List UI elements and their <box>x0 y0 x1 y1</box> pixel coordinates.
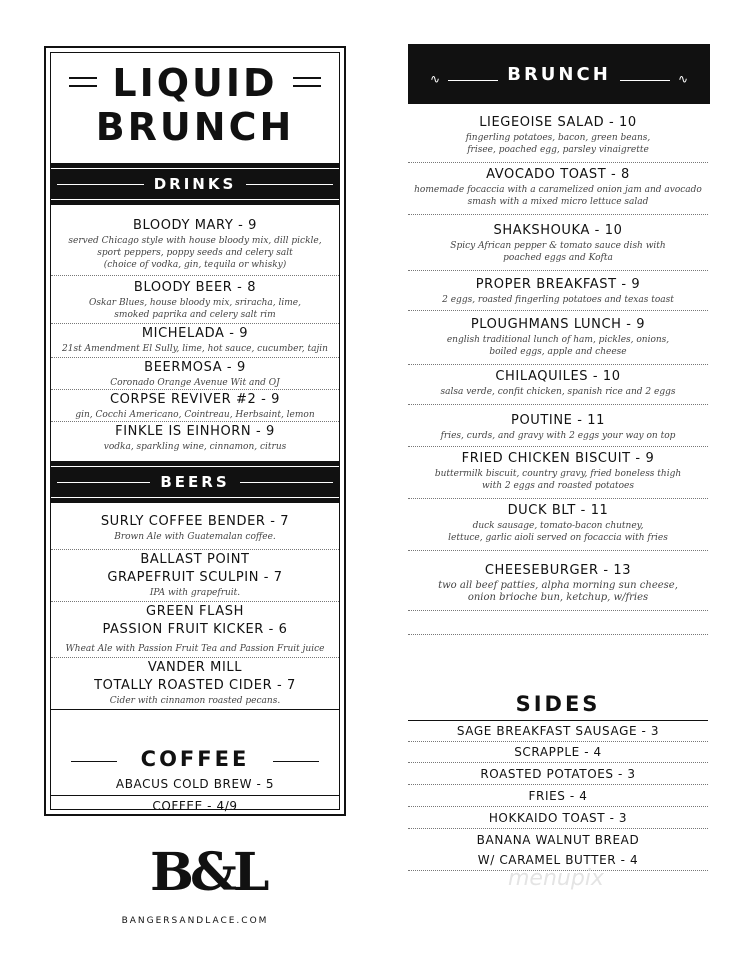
brunch-desc: duck sausage, tomato-bacon chutney, lettuce, garlic aioli served on focaccia with fries <box>448 521 668 543</box>
watermark: menupix <box>508 866 604 891</box>
coffee-item <box>51 775 339 796</box>
blank-rule <box>408 634 708 635</box>
brunch-desc: Spicy African pepper & tomato sauce dish with poached eggs and Kofta <box>450 241 666 263</box>
drink-desc: vodka, sparkling wine, cinnamon, citrus <box>103 442 287 452</box>
side-item: SAGE BREAKFAST SAUSAGE - 3 <box>408 720 708 742</box>
brunch-item <box>408 166 708 215</box>
brunch-item <box>408 316 708 365</box>
brunch-item <box>408 562 708 611</box>
brunch-item <box>408 450 708 499</box>
beer-name: SURLY COFFEE BENDER - 7 <box>100 514 290 529</box>
drink-item <box>51 325 339 358</box>
brunch-item <box>408 412 708 447</box>
drink-desc: Oskar Blues, house bloody mix, sriracha, lime, smoked paprika and celery salt rim <box>88 298 301 320</box>
coffee-section-header: COFFEE <box>140 747 250 771</box>
brunch-desc: 2 eggs, roasted fingerling potatoes and texas toast <box>442 295 674 305</box>
drink-desc: 21st Amendment El Sully, lime, hot sauce, cucumber, tajin <box>62 344 328 354</box>
drink-desc: gin, Cocchi Americano, Cointreau, Herbsaint, lemon <box>75 410 315 420</box>
drink-item <box>51 391 339 422</box>
drink-desc: Coronado Orange Avenue Wit and OJ <box>110 378 280 388</box>
drink-name: BLOODY MARY - 9 <box>132 218 257 233</box>
beer-name: VANDER MILL TOTALLY ROASTED CIDER - 7 <box>94 660 296 693</box>
beer-desc: Wheat Ale with Passion Fruit Tea and Passion Fruit juice <box>65 644 325 654</box>
beer-item <box>51 659 339 707</box>
brunch-name: PLOUGHMANS LUNCH - 9 <box>470 317 646 332</box>
beers-section-header <box>51 461 339 503</box>
beers-header-label: BEERS <box>150 473 239 491</box>
brunch-item <box>408 502 708 551</box>
brunch-name: FRIED CHICKEN BISCUIT - 9 <box>461 451 655 466</box>
side-item: FRIES - 4 <box>408 786 708 807</box>
brunch-name: CHEESEBURGER - 13 <box>484 563 632 578</box>
drink-name: FINKLE IS EINHORN - 9 <box>115 424 275 439</box>
brunch-desc: buttermilk biscuit, country gravy, fried boneless thigh with 2 eggs and roasted potatoes <box>434 469 682 491</box>
beer-name: GREEN FLASH PASSION FRUIT KICKER - 6 <box>102 604 288 637</box>
beer-desc: IPA with grapefruit. <box>149 588 241 598</box>
brunch-name: SHAKSHOUKA - 10 <box>493 223 623 238</box>
liquid-brunch-inner-frame <box>50 52 340 813</box>
brunch-name: LIEGEOISE SALAD - 10 <box>479 115 637 130</box>
brunch-name: DUCK BLT - 11 <box>507 503 609 518</box>
brunch-item <box>408 276 708 311</box>
brunch-item <box>408 114 708 163</box>
brunch-desc: homemade focaccia with a caramelized onion jam and avocado smash with a mixed micro lettuce salad <box>414 185 702 207</box>
sides-section-header: SIDES <box>515 692 601 716</box>
beer-item <box>51 551 339 602</box>
drinks-header-label: DRINKS <box>144 175 247 193</box>
brunch-item <box>408 222 708 271</box>
brunch-item <box>408 368 708 405</box>
scroll-ornament-icon: ∿ <box>677 72 688 86</box>
page-title-line1: LIQUID <box>112 61 278 105</box>
drink-item <box>51 423 339 453</box>
side-item: SCRAPPLE - 4 <box>408 742 708 763</box>
brunch-name: PROPER BREAKFAST - 9 <box>475 277 641 292</box>
liquid-brunch-panel <box>44 46 346 816</box>
drink-item <box>51 279 339 324</box>
drink-name: MICHELADA - 9 <box>141 326 249 341</box>
page-title-line2: BRUNCH <box>95 105 295 149</box>
drink-desc: served Chicago style with house bloody mix, dill pickle, sport peppers, poppy seeds and celery salt (choice of vodka, gin, tequila or whisky) <box>68 236 322 270</box>
brunch-name: AVOCADO TOAST - 8 <box>486 167 630 182</box>
brunch-name: CHILAQUILES - 10 <box>495 369 621 384</box>
brunch-desc: salsa verde, confit chicken, spanish rice and 2 eggs <box>440 387 676 397</box>
beer-item <box>51 513 339 550</box>
side-item: W/ CARAMEL BUTTER - 4 <box>408 850 708 871</box>
coffee-item <box>51 797 339 817</box>
brunch-name: POUTINE - 11 <box>511 413 605 428</box>
side-item: BANANA WALNUT BREAD <box>476 833 640 847</box>
beer-name: BALLAST POINT GRAPEFRUIT SCULPIN - 7 <box>107 552 283 585</box>
drink-name: BEERMOSA - 9 <box>144 360 246 375</box>
bangers-and-lace-logo: B&L <box>150 842 266 903</box>
scroll-ornament-icon: ∿ <box>430 72 441 86</box>
beer-desc: Cider with cinnamon roasted pecans. <box>109 696 281 706</box>
side-item: HOKKAIDO TOAST - 3 <box>408 808 708 829</box>
drink-name: BLOODY BEER - 8 <box>133 280 257 295</box>
brunch-desc: fingerling potatoes, bacon, green beans, frisee, poached egg, parsley vinaigrette <box>465 133 651 155</box>
drink-name: CORPSE REVIVER #2 - 9 <box>109 392 280 407</box>
brunch-header-label: BRUNCH <box>507 64 611 85</box>
section-divider <box>51 709 339 710</box>
drink-item <box>51 217 339 276</box>
brunch-desc: fries, curds, and gravy with 2 eggs your way on top <box>440 431 676 441</box>
side-item: ROASTED POTATOES - 3 <box>408 764 708 785</box>
beer-item <box>51 603 339 658</box>
drink-item <box>51 359 339 390</box>
drinks-section-header <box>51 163 339 205</box>
brunch-desc: english traditional lunch of ham, pickles, onions, boiled eggs, apple and cheese <box>446 335 670 357</box>
header-rule-right <box>620 80 670 81</box>
website-url: BANGERSANDLACE.COM <box>121 916 269 926</box>
beer-desc: Brown Ale with Guatemalan coffee. <box>114 532 276 542</box>
brunch-section-header <box>408 44 710 104</box>
coffee-name: ABACUS COLD BREW - 5 <box>115 777 275 791</box>
brunch-desc: two all beef patties, alpha morning sun cheese, onion brioche bun, ketchup, w/fries <box>438 580 678 603</box>
coffee-name: COFFEE - 4/9 <box>152 799 238 813</box>
